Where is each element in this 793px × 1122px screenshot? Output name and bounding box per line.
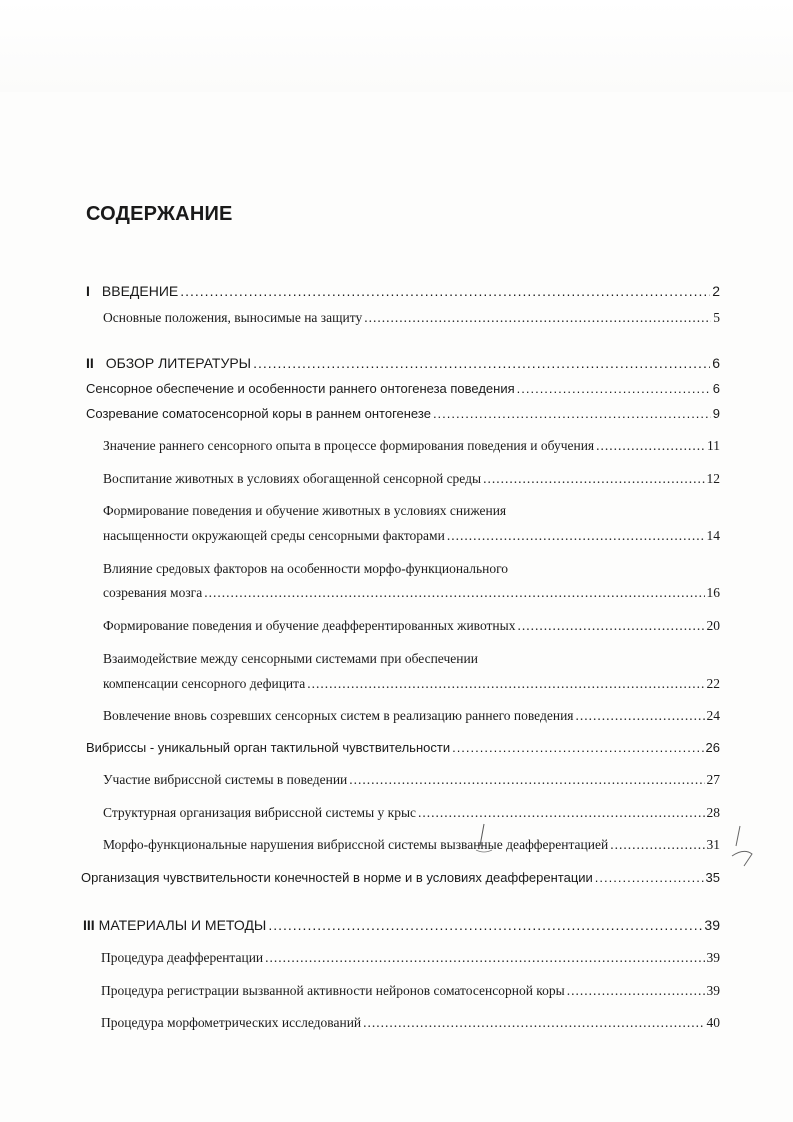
toc-entry-page: 39	[704, 917, 720, 933]
toc-entry-label: созревания мозга	[103, 585, 203, 600]
toc-entry-page: 27	[706, 772, 720, 787]
toc-entry-page: 26	[705, 740, 720, 755]
toc-entry[interactable]	[103, 438, 720, 454]
dot-leader	[595, 870, 704, 885]
dot-leader	[576, 708, 705, 724]
toc-entry-label: ВВЕДЕНИЕ	[101, 283, 179, 299]
toc-entry-introduction[interactable]	[86, 283, 720, 299]
toc-entry-page: 5	[713, 310, 720, 325]
toc-entry-label: Созревание соматосенсорной коры в раннем онтогенезе	[86, 406, 431, 421]
toc-entry-label: ОБЗОР ЛИТЕРАТУРЫ	[105, 355, 252, 371]
toc-entry-page: 6	[712, 355, 720, 371]
dot-leader	[307, 676, 704, 692]
toc-entry-first-line: Формирование поведения и обучение животных в условиях снижения	[103, 503, 507, 518]
toc-entry[interactable]	[103, 310, 720, 326]
toc-entry-label: Структурная организация вибриссной системы у крыс	[103, 805, 417, 820]
toc-entry-label: насыщенности окружающей среды сенсорными факторами	[103, 528, 445, 543]
toc-entry-page: 39	[706, 950, 720, 965]
toc-entry-label: МАТЕРИАЛЫ И МЕТОДЫ	[98, 917, 267, 933]
dot-leader	[268, 917, 702, 933]
toc-entry-label: Процедура деафферентации	[101, 950, 264, 965]
toc-entry-first-line: Взаимодействие между сенсорными системами при обеспечении	[103, 651, 478, 666]
toc-entry-page: 2	[712, 283, 720, 299]
dot-leader	[610, 837, 704, 853]
toc-entry-page: 31	[706, 837, 720, 852]
toc-entry-label: Организация чувствительности конечностей в норме и в условиях деафферентации	[81, 870, 593, 885]
toc-entry-materials-methods[interactable]	[83, 917, 720, 933]
toc-entry-page: 28	[706, 805, 720, 820]
section-number: III	[83, 917, 95, 933]
toc-entry[interactable]	[86, 740, 720, 755]
dot-leader	[447, 528, 705, 544]
toc-entry-label: Морфо-функциональные нарушения вибриссной системы вызванные деафферентацией	[103, 837, 609, 852]
toc-entry-page: 6	[712, 381, 720, 396]
toc-entry-literature-review[interactable]	[86, 355, 720, 371]
dot-leader	[363, 1015, 704, 1031]
toc-entry[interactable]	[101, 983, 720, 999]
toc-entry[interactable]	[101, 1015, 720, 1031]
toc-entry[interactable]	[103, 676, 720, 692]
dot-leader	[265, 950, 704, 966]
toc-entry-label: Вовлечение вновь созревших сенсорных систем в реализацию раннего поведения	[103, 708, 574, 723]
toc-entry[interactable]	[103, 585, 720, 601]
toc-entry-page: 11	[707, 438, 720, 453]
page-title: СОДЕРЖАНИЕ	[86, 203, 233, 225]
toc-entry-page: 12	[706, 471, 720, 486]
dot-leader	[596, 438, 705, 454]
toc-entry[interactable]	[103, 837, 720, 853]
dot-leader	[180, 283, 710, 299]
toc-entry-label: Основные положения, выносимые на защиту	[103, 310, 363, 325]
dot-leader	[433, 406, 711, 421]
toc-entry[interactable]	[103, 708, 720, 724]
toc-entry-label: Воспитание животных в условиях обогащенной сенсорной среды	[103, 471, 482, 486]
dot-leader	[517, 381, 711, 396]
section-number: II	[86, 355, 94, 371]
toc-entry-label: Формирование поведения и обучение деафферентированных животных	[103, 618, 516, 633]
toc-entry[interactable]	[103, 805, 720, 821]
dot-leader	[253, 355, 710, 371]
toc-entry-page: 35	[705, 870, 720, 885]
toc-entry-label: Процедура регистрации вызванной активности нейронов соматосенсорной коры	[101, 983, 565, 998]
section-number: I	[86, 283, 90, 299]
toc-entry-page: 40	[706, 1015, 720, 1030]
pencil-mark-icon	[722, 822, 762, 872]
pencil-mark-icon	[470, 820, 500, 860]
toc-entry-page: 16	[706, 585, 720, 600]
toc-entry-page: 22	[706, 676, 720, 691]
toc-entry-page: 9	[712, 406, 720, 421]
dot-leader	[418, 805, 704, 821]
dot-leader	[349, 772, 704, 788]
toc-entry[interactable]	[86, 381, 720, 396]
dot-leader	[567, 983, 705, 999]
dot-leader	[452, 740, 703, 755]
dot-leader	[364, 310, 711, 326]
toc-entry-page: 20	[706, 618, 720, 633]
toc-entry[interactable]	[86, 406, 720, 421]
dot-leader	[517, 618, 704, 634]
toc-entry-label: Сенсорное обеспечение и особенности раннего онтогенеза поведения	[86, 381, 515, 396]
toc-entry-label: компенсации сенсорного дефицита	[103, 676, 306, 691]
toc-entry[interactable]	[81, 870, 720, 885]
toc-entry-first-line: Влияние средовых факторов на особенности морфо-функционального	[103, 561, 509, 576]
toc-entry-label: Вибриссы - уникальный орган тактильной чувствительности	[86, 740, 451, 755]
toc-entry[interactable]	[103, 618, 720, 634]
toc-entry[interactable]	[103, 772, 720, 788]
toc-entry-page: 14	[706, 528, 720, 543]
toc-entry-label: Участие вибриссной системы в поведении	[103, 772, 348, 787]
dot-leader	[204, 585, 704, 601]
toc-entry[interactable]	[103, 528, 720, 544]
toc-entry[interactable]	[103, 471, 720, 487]
toc-entry-page: 39	[706, 983, 720, 998]
toc-entry-label: Процедура морфометрических исследований	[101, 1015, 362, 1030]
toc-entry[interactable]	[101, 950, 720, 966]
toc-entry-label: Значение раннего сенсорного опыта в процессе формирования поведения и обучения	[103, 438, 595, 453]
toc-entry-page: 24	[706, 708, 720, 723]
dot-leader	[483, 471, 704, 487]
